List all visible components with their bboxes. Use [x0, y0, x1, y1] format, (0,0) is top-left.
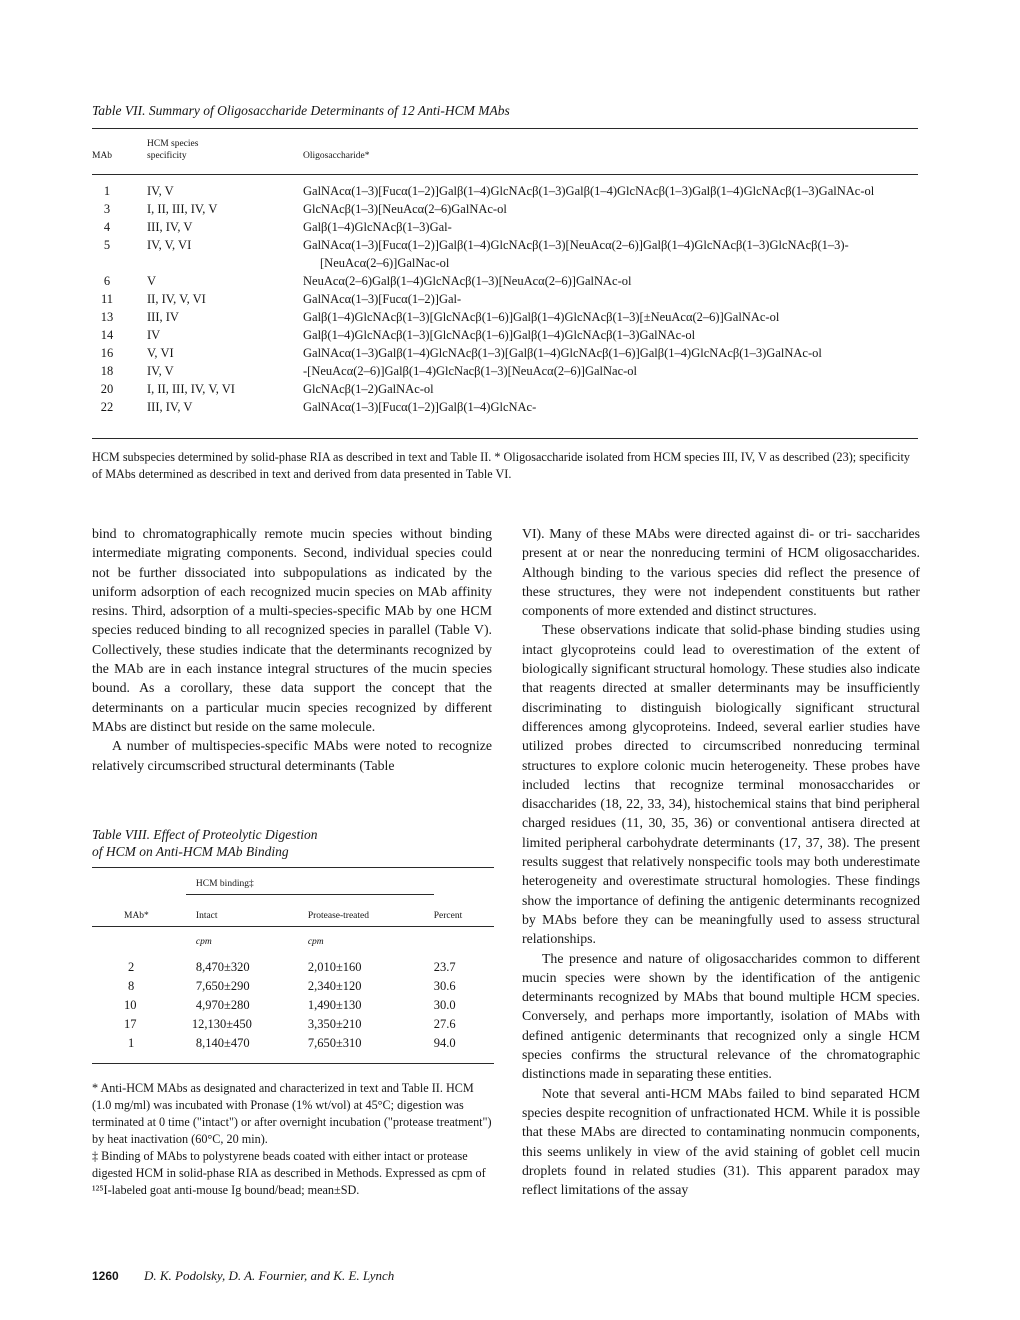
table-row	[92, 272, 918, 290]
table8-col-treated: Protease-treated	[307, 895, 434, 927]
paragraph: These observations indicate that solid-phase binding studies using intact glycoproteins could lead to overestimation of the extent of biologically significant structural homology. These studies also indicate that reagents directed at smaller determinants may be insufficiently discriminating to distinguish biologically significant structural differences among glycoproteins. Indeed, several earlier studies have utilized probes directed to circumscribed nonreducing terminal structures to explore colonic mucin heterogeneity. These probes have included lectins that recognize terminal monosaccharides or disaccharides (18, 22, 33, 34), histochemical stains that bind peripheral charged residues (11, 30, 35, 36) or conventional antisera directed at limited peripheral carbohydrate determinants (17, 37, 38). The present results suggest that relatively nonspecific tools may both underestimate heterogeneity and overestimate structural homologies. These findings show the importance of defining the antigenic determinants recognized by MAbs before they can be meaningfully used to assess structural relationships.	[522, 622, 920, 947]
table8-col-intact: Intact	[186, 895, 307, 927]
table8-col-mab: MAb*	[124, 910, 149, 921]
table7-cell: V, VI	[147, 346, 174, 360]
table-row	[92, 218, 918, 236]
table7-cell: 18	[100, 364, 114, 378]
table-row	[92, 344, 918, 362]
paragraph: bind to chromatographically remote mucin species without binding intermediate migrating components. Second, individual species could not be further dissociated into subpopulations as indicated by the uniform adsorption of each recognized mucin species on MAb affinity resins. Third, adsorption of a multi-species-specific MAb by one HCM species reduced binding to all recognized species in parallel (Table V). Collectively, these studies indicate that the determinants recognized by the MAb are in each instance integral structures of the mucin species bound. As a corollary, these data support the concept that the determinants on a particular mucin species recognized by different MAbs are distinct but reside on the same molecule.	[92, 526, 492, 734]
table7-title: Table VII. Summary of Oligosaccharide Determinants of 12 Anti-HCM MAbs	[92, 103, 510, 118]
table8-cell: 4,970±280	[195, 998, 250, 1012]
table7-footnote: HCM subspecies determined by solid-phase RIA as described in text and Table II. * Oligosaccharide isolated from HCM species III, IV, V as described (23); specificity of MAbs determined as described in text and derived from data presented in Table VI.	[92, 450, 910, 481]
table7-col-species: HCM species specificity	[147, 139, 199, 161]
table7-col-mab: MAb	[92, 151, 113, 161]
table7-cell: 1	[103, 184, 111, 198]
table8-cell: 8,140±470	[195, 1036, 250, 1050]
table7-col-oligo: Oligosaccharide*	[303, 151, 370, 161]
table7-cell: GlcNAcβ(1–2)GalNAc-ol	[303, 382, 434, 396]
table-row	[92, 1034, 494, 1053]
table7-cell: GalNAcα(1–3)[Fucα(1–2)]Galβ(1–4)GlcNAcβ(1–3)Galβ(1–4)GlcNAcβ(1–3)Galβ(1–4)GlcNAcβ(1–3)GalNAc-ol	[303, 184, 875, 198]
table8-cell: 7,650±290	[195, 979, 250, 993]
table-row	[92, 1015, 494, 1034]
table7-cell: 16	[100, 346, 114, 360]
table8-unit-treated: cpm	[307, 927, 434, 953]
table-row	[92, 290, 918, 308]
table7-cell: IV, V, VI	[147, 238, 192, 252]
table7-cell: 5	[103, 238, 111, 252]
page-footer	[92, 1268, 394, 1284]
table-row	[92, 326, 918, 344]
table7-cell: Galβ(1–4)GlcNAcβ(1–3)[GlcNAcβ(1–6)]Galβ(1–4)GlcNAcβ(1–3)[±NeuAcα(2–6)]GalNAc-ol	[303, 310, 780, 324]
paragraph: A number of multispecies-specific MAbs were noted to recognize relatively circumscribed structural determinants (Table	[92, 738, 492, 773]
table8-top-rule	[92, 867, 494, 868]
table7-cell: 22	[100, 400, 114, 414]
table7-cell: III, IV, V	[147, 400, 193, 414]
table7-cell: GalNAcα(1–3)[Fucα(1–2)]Galβ(1–4)GlcNAc-	[303, 400, 537, 414]
table7-cell: 6	[103, 274, 111, 288]
table8-unit-intact: cpm	[186, 927, 307, 953]
table8-cell: 23.7	[433, 960, 456, 974]
table8-cell: 1	[128, 1036, 135, 1050]
table8-cell: 10	[124, 998, 137, 1012]
left-column	[92, 524, 492, 775]
table-row	[92, 958, 494, 977]
paragraph: Note that several anti-HCM MAbs failed to bind separated HCM species despite recognition of unfractionated HCM. While it is possible that these MAbs are directed to contaminating nonmucin components, this seems unlikely in view of the avid staining of goblet cell mucin droplets found in related studies (31). This apparent paradox may reflect limitations of the assay	[522, 1085, 920, 1198]
table7-cell: IV	[147, 328, 161, 342]
table8-col-percent: Percent	[433, 910, 463, 921]
footer-authors: D. K. Podolsky, D. A. Fournier, and K. E. Lynch	[143, 1268, 395, 1283]
table7-cell: I, II, III, IV, V	[147, 202, 218, 216]
table7-cell: IV, V	[147, 364, 174, 378]
page-number: 1260	[92, 1269, 119, 1283]
table8-cell: 12,130±450	[191, 1017, 252, 1031]
table7-cell: Galβ(1–4)GlcNAcβ(1–3)[GlcNAcβ(1–6)]Galβ(1–4)GlcNAcβ(1–3)GalNAc-ol	[303, 328, 696, 342]
table8-cell: 7,650±310	[307, 1036, 362, 1050]
table7-cell: III, IV, V	[147, 220, 193, 234]
table7-cell: 4	[103, 220, 111, 234]
table8-cell: 30.0	[433, 998, 456, 1012]
table7-cell: GalNAcα(1–3)[Fucα(1–2)]Gal-	[303, 292, 462, 306]
table7-cell	[303, 236, 918, 272]
table8-group-header: HCM binding‡	[195, 879, 254, 889]
table8-footnotes	[92, 1080, 494, 1199]
table7-cell: 11	[100, 292, 114, 306]
table7-cell: II, IV, V, VI	[147, 292, 206, 306]
table8-cell: 30.6	[433, 979, 456, 993]
table8-cell: 27.6	[433, 1017, 456, 1031]
table7-cell: Galβ(1–4)GlcNAcβ(1–3)Gal-	[303, 220, 452, 234]
table8-title: Table VIII. Effect of Proteolytic Digestion of HCM on Anti-HCM MAb Binding	[92, 827, 318, 859]
table7-cell: 14	[100, 328, 114, 342]
table8-group-row	[92, 873, 494, 895]
table7-cell: V	[147, 274, 157, 288]
table7-cell: I, II, III, IV, V, VI	[147, 382, 235, 396]
table8-cell: 3,350±210	[307, 1017, 362, 1031]
table7-header-row	[92, 138, 918, 168]
table8-header-row	[92, 895, 494, 927]
table7-cell: GalNAcα(1–3)Galβ(1–4)GlcNAcβ(1–3)[Galβ(1–4)GlcNAcβ(1–6)]Galβ(1–4)GlcNAcβ(1–3)GalNAc-ol	[303, 346, 822, 360]
paragraph: VI). Many of these MAbs were directed against di- or tri- saccharides present at or near the nonreducing termini of HCM oligosaccharides. Although binding to the various species did reflect the presence of these structures, they were not independent constituents but rather components of more extended and distinct structures.	[522, 526, 920, 619]
table-row	[92, 200, 918, 218]
table7-oligo-line: [NeuAcα(2–6)]GalNac-ol	[320, 256, 450, 270]
table7	[92, 138, 918, 168]
table8-cell: 94.0	[433, 1036, 456, 1050]
table8-cell: 2,010±160	[307, 960, 362, 974]
right-column	[522, 524, 920, 1199]
table7-cell: 3	[103, 202, 111, 216]
table8	[92, 873, 494, 1053]
table-row	[92, 996, 494, 1015]
table7-cell: III, IV	[147, 310, 179, 324]
table7-cell: IV, V	[147, 184, 174, 198]
table7-cell: 20	[100, 382, 114, 396]
table8-cell: 2,340±120	[307, 979, 362, 993]
paragraph: The presence and nature of oligosaccharides common to different mucin species were shown by the identification of the antigenic determinants recognized by MAbs that bound multiple HCM species. Conversely, and perhaps more importantly, isolation of MAbs with defined antigenic determinants that recognized only a single HCM species confirms the structural relevance of the chromatographic distinctions made in separating these entities.	[522, 950, 920, 1082]
table7-header-rule	[92, 174, 918, 175]
table7-body	[92, 182, 918, 416]
table8-cell: 17	[124, 1017, 137, 1031]
table-row	[92, 398, 918, 416]
table8-unit-row	[92, 927, 494, 953]
table-row	[92, 308, 918, 326]
table-row	[92, 380, 918, 398]
table7-oligo-line: GalNAcα(1–3)[Fucα(1–2)]Galβ(1–4)GlcNAcβ(1–3)[NeuAcα(2–6)]Galβ(1–4)GlcNAcβ(1–3)GlcNAcβ(1–3)-	[303, 238, 849, 252]
table8-footnote: * Anti-HCM MAbs as designated and characterized in text and Table II. HCM (1.0 mg/ml) was incubated with Pronase (1% wt/vol) at 45°C; digestion was terminated at 0 time ("intact") or after overnight incubation ("protease treatment") by heat inactivation (60°C, 20 min).	[92, 1081, 492, 1146]
table7-cell: 13	[100, 310, 114, 324]
table7-cell: -[NeuAcα(2–6)]Galβ(1–4)GlcNacβ(1–3)[NeuAcα(2–6)]GalNac-ol	[303, 364, 638, 378]
table-row	[92, 977, 494, 996]
table8-footnote: ‡ Binding of MAbs to polystyrene beads coated with either intact or protease digested HCM in solid-phase RIA as described in Methods. Expressed as cpm of ¹²⁵I-labeled goat anti-mouse Ig bound/bead; mean±SD.	[92, 1149, 486, 1197]
table-row	[92, 236, 918, 272]
table7-top-rule	[92, 128, 918, 129]
table8-cell: 2	[128, 960, 135, 974]
table8-cell: 8,470±320	[195, 960, 250, 974]
table-row	[92, 362, 918, 380]
table7-cell: NeuAcα(2–6)Galβ(1–4)GlcNAcβ(1–3)[NeuAcα(2–6)]GalNAc-ol	[303, 274, 632, 288]
table7-cell: GlcNAcβ(1–3)[NeuAcα(2–6)GalNAc-ol	[303, 202, 507, 216]
table8-cell: 8	[128, 979, 135, 993]
table8-bottom-rule	[92, 1063, 494, 1064]
table7-bottom-rule	[92, 438, 918, 439]
table-row	[92, 182, 918, 200]
table8-cell: 1,490±130	[307, 998, 362, 1012]
